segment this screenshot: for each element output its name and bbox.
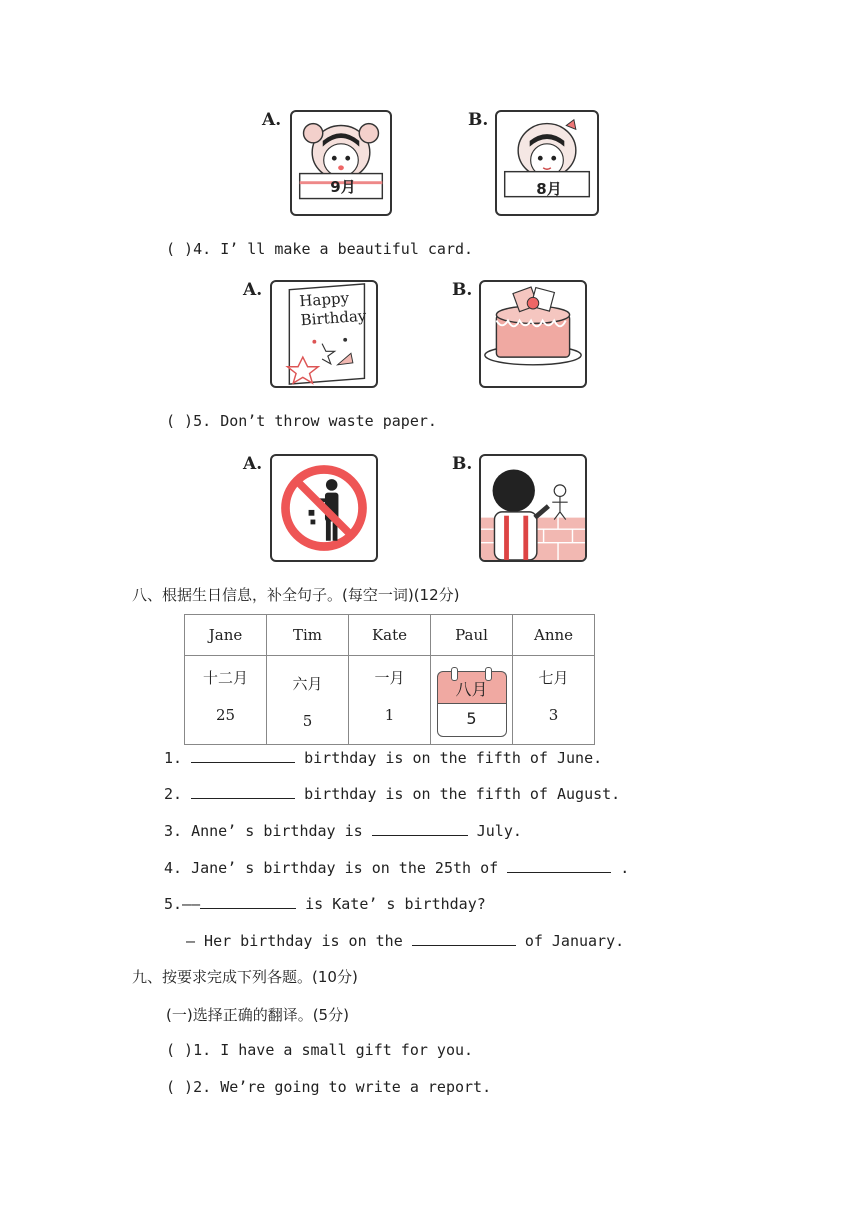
option-a-label: A. [243,280,263,300]
month-text: 十二月 [202,669,248,687]
calendar-icon [437,667,507,739]
question-text: I’ ll make a beautiful card. [220,240,474,258]
answer-blank[interactable] [200,894,296,909]
section-8-heading: 八、根据生日信息，补全句子。(每空一词)(12分) [132,586,460,604]
answer-blank[interactable] [507,858,611,873]
section-9-subheading: (一)选择正确的翻译。(5分) [166,1006,349,1024]
question-4 [166,240,473,258]
day-text: 5 [302,712,313,730]
birthday-cake-icon [481,282,585,386]
date-cell [267,656,349,745]
table-row-dates [185,656,595,745]
translation-question-2 [166,1078,491,1096]
answer-blank[interactable] [191,748,295,763]
month-text: 七月 [538,669,569,687]
answer-blank[interactable] [412,931,516,946]
card-text: Happy Birthday [298,288,367,330]
sentence-5-answer: — Her birthday is on the of January. [186,932,625,950]
question-text: I have a small gift for you. [220,1041,474,1059]
option-a-label: A. [243,454,263,474]
picture-a-no-littering-sign [270,454,378,562]
name-cell: Paul [431,615,513,656]
day-text: 3 [548,706,559,724]
banner-text-b: 8月 [536,180,562,198]
option-b-label: B. [468,110,489,130]
answer-blank[interactable] [191,784,295,799]
calendar-day: 5 [466,709,477,728]
translation-question-1 [166,1041,473,1059]
section-9-heading: 九、按要求完成下列各题。(10分) [132,968,358,986]
picture-a-boy-september [290,110,392,216]
day-text: 1 [384,706,395,724]
sentence-4: 4. Jane’ s birthday is on the 25th of . [164,859,630,877]
option-b-label: B. [452,280,473,300]
name-cell: Jane [185,615,267,656]
name-cell: Kate [349,615,431,656]
banner-text-a: 9月 [330,178,356,196]
picture-b-boy-drawing-on-wall [479,454,587,562]
answer-paren[interactable]: ( )4. [166,240,212,258]
answer-paren[interactable]: ( )5. [166,412,212,430]
picture-a-birthday-card [270,280,378,388]
question-text: Don’t throw waste paper. [220,412,437,430]
sentence-1: 1. birthday is on the fifth of June. [164,749,603,767]
no-littering-icon [272,456,376,560]
option-b-label: B. [452,454,473,474]
question-5 [166,412,437,430]
sentence-3: 3. Anne’ s birthday is July. [164,822,522,840]
option-a-label: A. [262,110,282,130]
boy-drawing-on-wall-icon [481,456,585,560]
date-cell [349,656,431,745]
picture-b-girl-august [495,110,599,216]
birthday-table [184,614,595,745]
answer-paren[interactable]: ( )1. [166,1041,212,1059]
date-cell-calendar [431,656,513,745]
date-cell [185,656,267,745]
name-cell: Anne [513,615,595,656]
month-text: 六月 [292,675,323,693]
answer-paren[interactable]: ( )2. [166,1078,212,1096]
table-row-names [185,615,595,656]
sentence-5: 5.—— is Kate’ s birthday? [164,895,486,913]
question-text: We’re going to write a report. [220,1078,492,1096]
sentence-2: 2. birthday is on the fifth of August. [164,785,621,803]
picture-b-cake [479,280,587,388]
day-text: 25 [215,706,236,724]
month-text: 一月 [374,669,405,687]
answer-blank[interactable] [372,821,468,836]
calendar-month: 八月 [455,680,488,699]
date-cell [513,656,595,745]
boy-in-mouse-costume-icon [292,112,390,214]
name-cell: Tim [267,615,349,656]
